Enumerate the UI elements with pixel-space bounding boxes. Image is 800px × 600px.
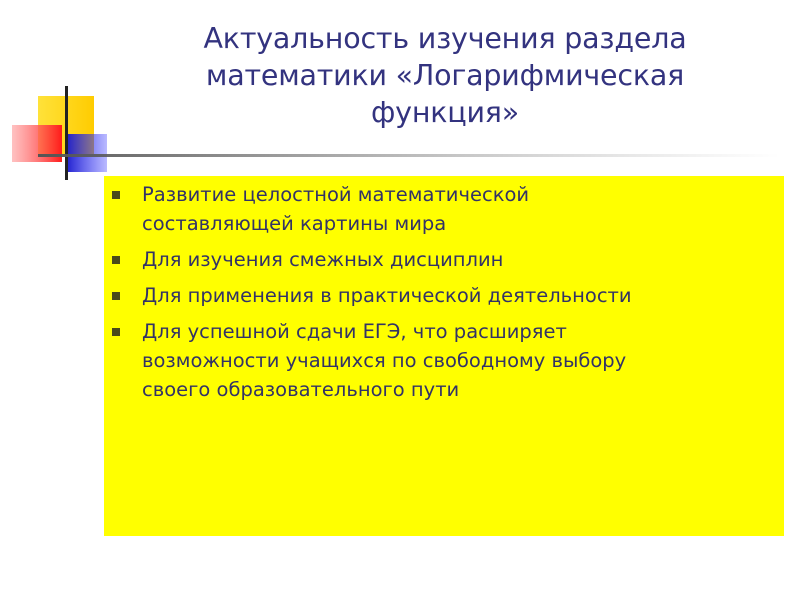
deco-horizontal-line	[38, 154, 780, 157]
bullet-list	[104, 180, 784, 411]
bullet-text	[142, 245, 784, 274]
list-item	[104, 281, 784, 310]
bullet-line: Для успешной сдачи ЕГЭ, что расширяет	[142, 320, 567, 343]
slide-title	[150, 20, 740, 131]
title-line: функция»	[371, 96, 519, 129]
content-box	[104, 176, 784, 536]
bullet-square-icon	[112, 328, 120, 336]
bullet-text	[142, 281, 784, 310]
bullet-line: составляющей картины мира	[142, 212, 447, 235]
title-line: Актуальность изучения раздела	[203, 22, 687, 55]
bullet-square-icon	[112, 191, 120, 199]
list-item	[104, 317, 784, 404]
bullet-line: возможности учащихся по свободному выбору	[142, 349, 627, 372]
bullet-line: Для применения в практической деятельности	[142, 284, 632, 307]
title-line: математики «Логарифмическая	[205, 59, 685, 92]
bullet-line: своего образовательного пути	[142, 378, 460, 401]
bullet-line: Развитие целостной математической	[142, 183, 530, 206]
bullet-square-icon	[112, 292, 120, 300]
bullet-text	[142, 180, 784, 238]
bullet-line: Для изучения смежных дисциплин	[142, 248, 504, 271]
list-item	[104, 245, 784, 274]
bullet-square-icon	[112, 256, 120, 264]
deco-vertical-line	[65, 86, 68, 180]
bullet-text	[142, 317, 784, 404]
list-item	[104, 180, 784, 238]
deco-blue-square	[65, 134, 107, 172]
